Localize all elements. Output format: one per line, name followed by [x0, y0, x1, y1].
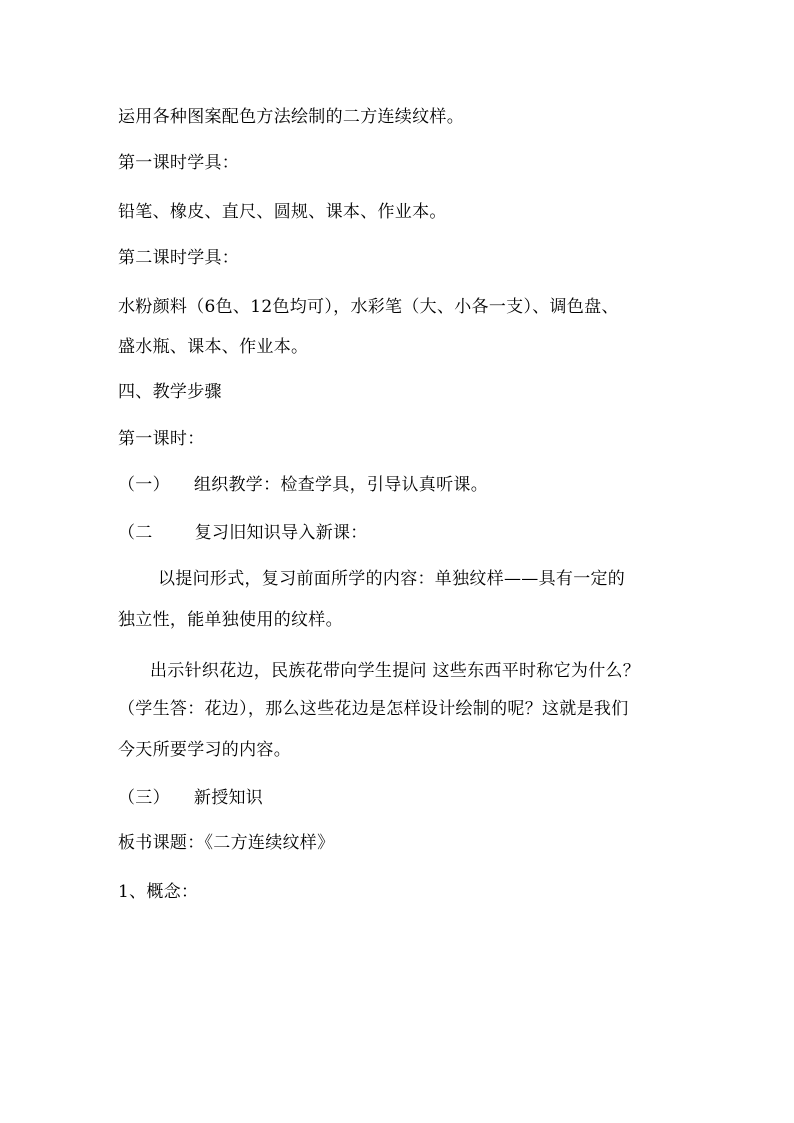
- paragraph-line: 以提问形式，复习前面所学的内容：单独纹样——具有一定的: [158, 569, 626, 589]
- paragraph-line: （学生答：花边），那么这些花边是怎样设计绘制的呢？这就是我们: [118, 699, 629, 719]
- numbered-item: [118, 522, 368, 544]
- text-line: 水粉颜料（6色、12色均可），水彩笔（大、小各一支）、调色盘、: [118, 297, 619, 317]
- item-text: 新授知识: [193, 788, 264, 808]
- item-number: （一）: [118, 475, 170, 495]
- numbered-item: [118, 474, 488, 496]
- paragraph-line: 出示针织花边，民族花带向学生提问 这些东西平时称它为什么？: [150, 661, 641, 681]
- text-line: 运用各种图案配色方法绘制的二方连续纹样。: [118, 107, 464, 127]
- text-line: 铅笔、橡皮、直尺、圆规、课本、作业本。: [118, 202, 447, 222]
- text-line: 板书课题：《二方连续纹样》: [118, 833, 335, 853]
- heading-teaching-steps: 四、教学步骤: [118, 382, 222, 402]
- item-text: 复习旧知识导入新课：: [194, 523, 368, 543]
- text-line: 1、概念：: [118, 882, 199, 902]
- item-text: 组织教学：检查学具，引导认真听课。: [193, 475, 489, 495]
- item-number: （二: [118, 523, 153, 543]
- heading-first-lesson: 第一课时：: [118, 429, 205, 449]
- heading-second-lesson-tools: 第二课时学具：: [118, 248, 240, 268]
- numbered-item: [118, 787, 263, 809]
- paragraph-line: 今天所要学习的内容。: [118, 740, 291, 760]
- text-line: 盛水瓶、课本、作业本。: [118, 337, 309, 357]
- heading-first-lesson-tools: 第一课时学具：: [118, 153, 240, 173]
- item-number: （三）: [118, 788, 170, 808]
- paragraph-line: 独立性，能单独使用的纹样。: [118, 610, 343, 630]
